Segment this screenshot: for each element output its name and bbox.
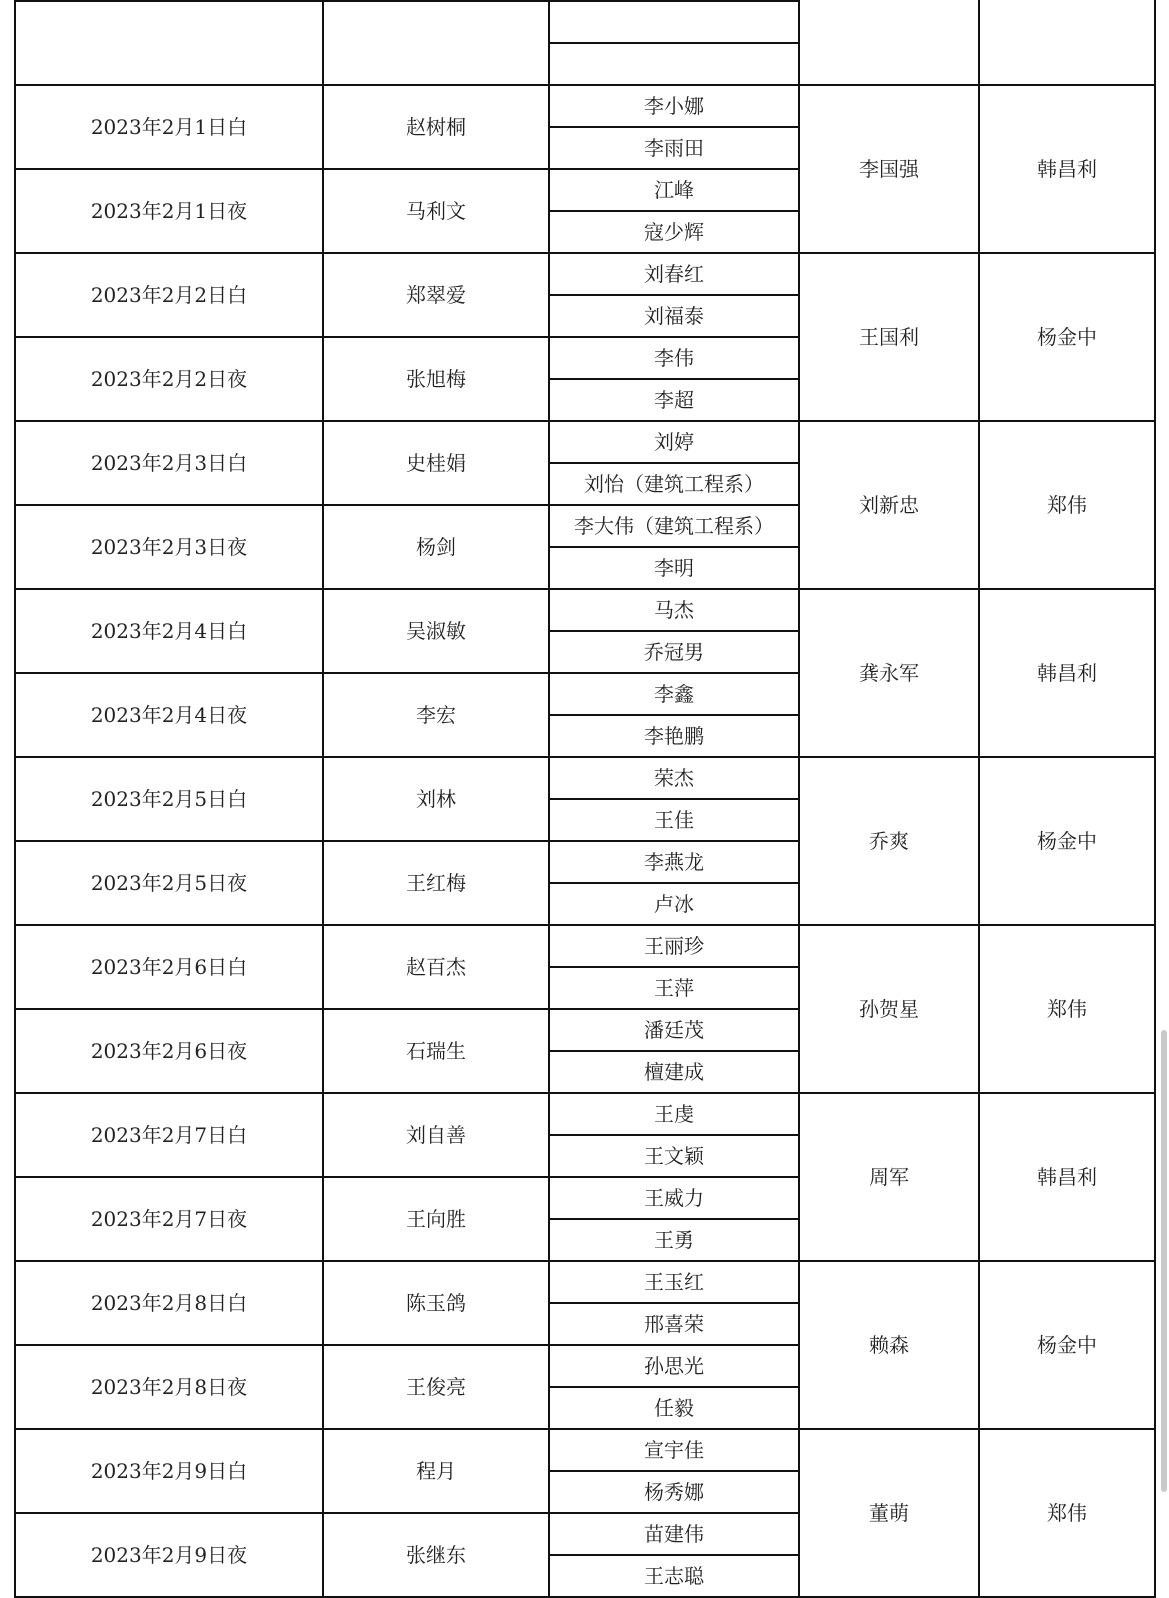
schedule-row — [15, 757, 1155, 799]
supervisor-cell: 董萌 — [799, 1429, 979, 1597]
staff-cell: 李鑫 — [549, 673, 799, 715]
leader-cell: 郑伟 — [979, 1429, 1155, 1597]
schedule-row — [15, 1261, 1155, 1303]
staff-cell: 李雨田 — [549, 127, 799, 169]
staff-cell: 邢喜荣 — [549, 1303, 799, 1345]
staff-cell: 王玉红 — [549, 1261, 799, 1303]
staff-cell: 刘婷 — [549, 421, 799, 463]
staff-cell — [549, 1, 799, 43]
supervisor-cell: 赖森 — [799, 1261, 979, 1429]
duty-person-cell: 赵树桐 — [323, 85, 549, 169]
leader-cell: 韩昌利 — [979, 1093, 1155, 1261]
schedule-row — [15, 925, 1155, 967]
shift-date-cell: 2023年2月1日夜 — [15, 169, 323, 253]
supervisor-cell: 王国利 — [799, 253, 979, 421]
leader-cell — [979, 0, 1155, 85]
shift-date-cell: 2023年2月8日夜 — [15, 1345, 323, 1429]
schedule-row — [15, 85, 1155, 127]
staff-cell: 李艳鹏 — [549, 715, 799, 757]
leader-cell: 杨金中 — [979, 253, 1155, 421]
duty-person-cell: 石瑞生 — [323, 1009, 549, 1093]
staff-cell: 李大伟（建筑工程系） — [549, 505, 799, 547]
supervisor-cell — [799, 0, 979, 85]
staff-cell: 王文颖 — [549, 1135, 799, 1177]
staff-cell: 刘怡（建筑工程系） — [549, 463, 799, 505]
duty-person-cell: 郑翠爱 — [323, 253, 549, 337]
staff-cell: 王佳 — [549, 799, 799, 841]
leader-cell: 韩昌利 — [979, 589, 1155, 757]
shift-date-cell: 2023年2月6日白 — [15, 925, 323, 1009]
leader-cell: 韩昌利 — [979, 85, 1155, 253]
staff-cell: 杨秀娜 — [549, 1471, 799, 1513]
staff-cell: 檀建成 — [549, 1051, 799, 1093]
shift-date-cell: 2023年2月2日夜 — [15, 337, 323, 421]
shift-date-cell: 2023年2月3日夜 — [15, 505, 323, 589]
staff-cell: 荣杰 — [549, 757, 799, 799]
staff-cell: 王勇 — [549, 1219, 799, 1261]
duty-person-cell: 李宏 — [323, 673, 549, 757]
duty-person-cell: 陈玉鸽 — [323, 1261, 549, 1345]
duty-person-cell: 赵百杰 — [323, 925, 549, 1009]
staff-cell: 李明 — [549, 547, 799, 589]
staff-cell: 乔冠男 — [549, 631, 799, 673]
shift-date-cell: 2023年2月4日夜 — [15, 673, 323, 757]
staff-cell: 卢冰 — [549, 883, 799, 925]
schedule-row — [15, 421, 1155, 463]
vertical-scrollbar[interactable] — [1161, 1030, 1167, 1492]
staff-cell: 王萍 — [549, 967, 799, 1009]
shift-date-cell: 2023年2月7日夜 — [15, 1177, 323, 1261]
schedule-row — [15, 1429, 1155, 1471]
staff-cell: 王丽珍 — [549, 925, 799, 967]
supervisor-cell: 龚永军 — [799, 589, 979, 757]
schedule-row — [15, 253, 1155, 295]
schedule-row — [15, 589, 1155, 631]
leader-cell: 郑伟 — [979, 925, 1155, 1093]
supervisor-cell: 李国强 — [799, 85, 979, 253]
duty-person-cell: 张旭梅 — [323, 337, 549, 421]
duty-person-cell: 王向胜 — [323, 1177, 549, 1261]
shift-date-cell: 2023年2月9日白 — [15, 1429, 323, 1513]
shift-date-cell: 2023年2月6日夜 — [15, 1009, 323, 1093]
staff-cell: 李小娜 — [549, 85, 799, 127]
shift-date-cell: 2023年2月1日白 — [15, 85, 323, 169]
duty-person-cell: 杨剑 — [323, 505, 549, 589]
duty-person-cell: 马利文 — [323, 169, 549, 253]
staff-cell: 苗建伟 — [549, 1513, 799, 1555]
leader-cell: 郑伟 — [979, 421, 1155, 589]
shift-date-cell: 2023年2月8日白 — [15, 1261, 323, 1345]
duty-person-cell: 刘自善 — [323, 1093, 549, 1177]
staff-cell: 江峰 — [549, 169, 799, 211]
staff-cell: 任毅 — [549, 1387, 799, 1429]
staff-cell: 王志聪 — [549, 1555, 799, 1597]
shift-date-cell: 2023年2月9日夜 — [15, 1513, 323, 1597]
staff-cell: 宣宇佳 — [549, 1429, 799, 1471]
shift-date-cell: 2023年2月5日夜 — [15, 841, 323, 925]
staff-cell: 潘廷茂 — [549, 1009, 799, 1051]
duty-person-cell: 王红梅 — [323, 841, 549, 925]
duty-person-cell: 吴淑敏 — [323, 589, 549, 673]
duty-person-cell: 张继东 — [323, 1513, 549, 1597]
supervisor-cell: 孙贺星 — [799, 925, 979, 1093]
staff-cell: 李燕龙 — [549, 841, 799, 883]
duty-schedule-body — [15, 0, 1155, 1597]
staff-cell — [549, 43, 799, 85]
shift-date-cell — [15, 1, 323, 85]
staff-cell: 王虔 — [549, 1093, 799, 1135]
shift-date-cell: 2023年2月2日白 — [15, 253, 323, 337]
staff-cell: 刘春红 — [549, 253, 799, 295]
duty-person-cell: 程月 — [323, 1429, 549, 1513]
supervisor-cell: 周军 — [799, 1093, 979, 1261]
duty-person-cell: 史桂娟 — [323, 421, 549, 505]
staff-cell: 马杰 — [549, 589, 799, 631]
duty-schedule-table — [14, 0, 1156, 1598]
shift-date-cell: 2023年2月5日白 — [15, 757, 323, 841]
leader-cell: 杨金中 — [979, 1261, 1155, 1429]
staff-cell: 孙思光 — [549, 1345, 799, 1387]
supervisor-cell: 乔爽 — [799, 757, 979, 925]
shift-date-cell: 2023年2月7日白 — [15, 1093, 323, 1177]
shift-date-cell: 2023年2月4日白 — [15, 589, 323, 673]
staff-cell: 李超 — [549, 379, 799, 421]
staff-cell: 刘福泰 — [549, 295, 799, 337]
staff-cell: 王威力 — [549, 1177, 799, 1219]
staff-cell: 寇少辉 — [549, 211, 799, 253]
shift-date-cell: 2023年2月3日白 — [15, 421, 323, 505]
staff-cell: 李伟 — [549, 337, 799, 379]
duty-person-cell — [323, 1, 549, 85]
leader-cell: 杨金中 — [979, 757, 1155, 925]
supervisor-cell: 刘新忠 — [799, 421, 979, 589]
duty-person-cell: 王俊亮 — [323, 1345, 549, 1429]
schedule-row — [15, 1093, 1155, 1135]
duty-person-cell: 刘林 — [323, 757, 549, 841]
